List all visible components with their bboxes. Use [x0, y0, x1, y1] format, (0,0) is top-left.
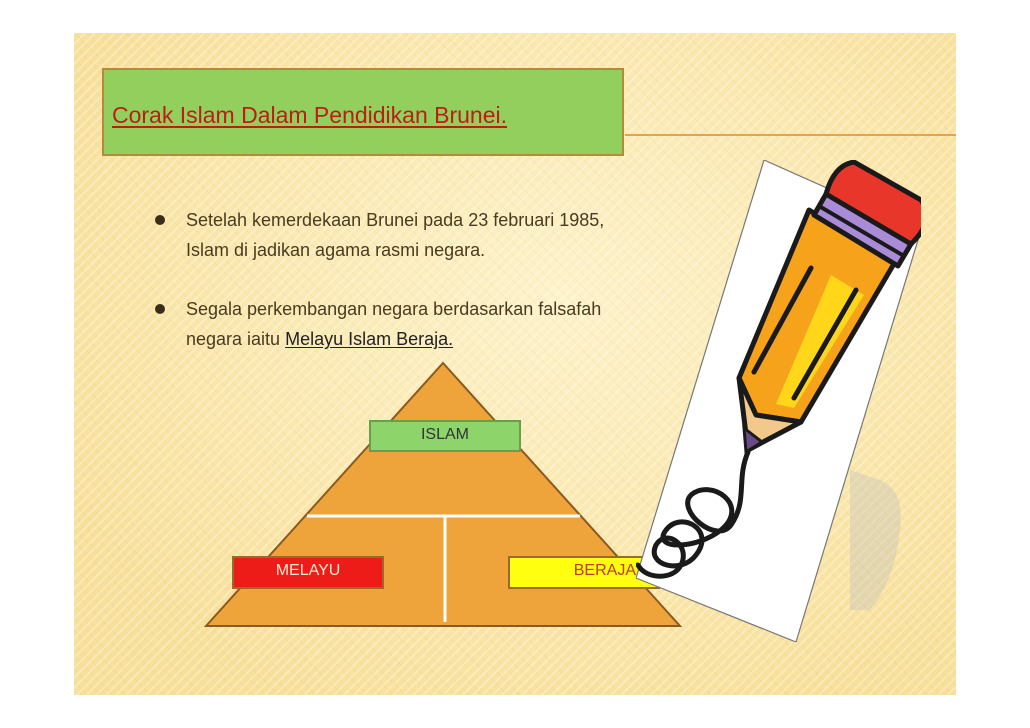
melayu-label: MELAYU	[232, 556, 384, 589]
mib-highlight: Melayu Islam Beraja.	[285, 329, 454, 349]
pencil-clipart-card	[636, 160, 921, 642]
slide-title: Corak Islam Dalam Pendidikan Brunei.	[112, 102, 508, 128]
bullet-1-line-2: Islam di jadikan agama rasmi negara.	[186, 240, 486, 260]
beraja-label: BERAJA	[508, 556, 660, 589]
bullet-2-line-1: Segala perkembangan negara berdasarkan falsafah	[186, 299, 602, 319]
islam-label: ISLAM	[369, 420, 521, 452]
bullet-2-prefix: negara iaitu	[186, 329, 286, 349]
bullet-1-line-1: Setelah kemerdekaan Brunei pada 23 februari 1985,	[186, 210, 605, 230]
